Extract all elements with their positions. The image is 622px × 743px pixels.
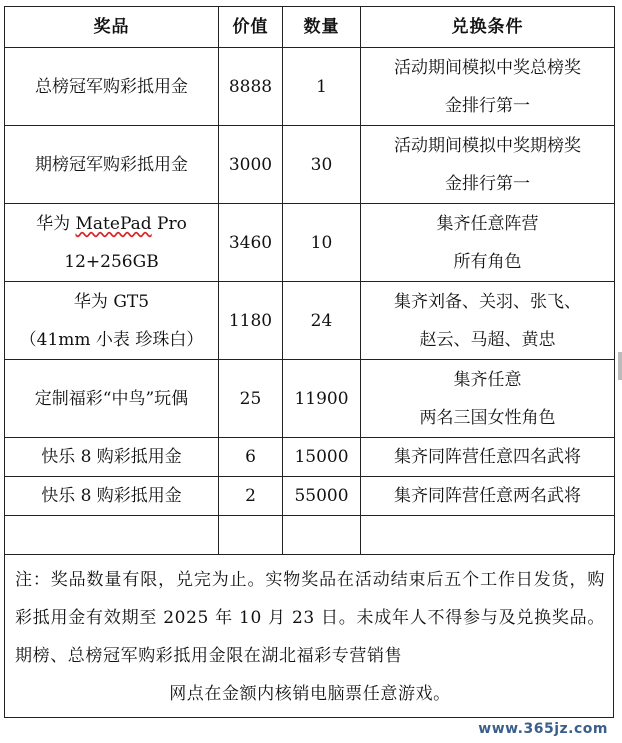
- quantity-cell: 24: [283, 282, 361, 360]
- value-cell: 3460: [219, 204, 283, 282]
- condition-cell: [361, 360, 615, 438]
- quantity-cell: 55000: [283, 477, 361, 516]
- empty-cell: [361, 516, 615, 555]
- value-cell: 2: [219, 477, 283, 516]
- prize-table: [4, 6, 615, 555]
- condition-line: 所有角色: [453, 251, 522, 272]
- prize-name-text: 华为 MatePad Pro: [36, 213, 187, 234]
- empty-cell: [283, 516, 361, 555]
- table-row: [5, 438, 615, 477]
- prize-cell: [5, 282, 219, 360]
- condition-cell: [361, 48, 615, 126]
- condition-line: 两名三国女性角色: [419, 407, 556, 428]
- empty-cell: [219, 516, 283, 555]
- prize-name: 定制福彩“中鸟”玩偶: [34, 388, 189, 409]
- value-cell: 3000: [219, 126, 283, 204]
- watermark-text: www.365jz.com: [478, 721, 608, 737]
- condition-line: 金排行第一: [445, 173, 530, 194]
- quantity-cell: 1: [283, 48, 361, 126]
- prize-name: 总榜冠军购彩抵用金: [35, 76, 188, 97]
- header-condition: 兑换条件: [361, 7, 615, 48]
- value-cell: 25: [219, 360, 283, 438]
- condition-cell: 集齐同阵营任意两名武将: [361, 477, 615, 516]
- prize-cell: [5, 360, 219, 438]
- prize-document: [4, 6, 616, 718]
- prize-name: 期榜冠军购彩抵用金: [35, 154, 188, 175]
- prize-cell: 快乐 8 购彩抵用金: [5, 477, 219, 516]
- prize-cell: [5, 48, 219, 126]
- condition-cell: [361, 204, 615, 282]
- prize-cell: 快乐 8 购彩抵用金: [5, 438, 219, 477]
- footnote-last-line: 网点在金额内核销电脑票任意游戏。: [169, 684, 451, 704]
- prize-name-line: 华为 GT5: [73, 291, 150, 312]
- value-cell: 6: [219, 438, 283, 477]
- prize-cell: [5, 126, 219, 204]
- prize-name-line: 12+256GB: [64, 251, 159, 272]
- value-cell: 8888: [219, 48, 283, 126]
- quantity-cell: 11900: [283, 360, 361, 438]
- table-row: [5, 48, 615, 126]
- condition-line: 集齐任意阵营: [436, 213, 539, 234]
- condition-line: 活动期间模拟中奖期榜奖: [394, 135, 581, 156]
- table-row: [5, 204, 615, 282]
- condition-cell: 集齐同阵营任意四名武将: [361, 438, 615, 477]
- empty-row: [5, 516, 615, 555]
- table-row: [5, 126, 615, 204]
- prize-name-line: [5, 205, 218, 243]
- quantity-cell: 10: [283, 204, 361, 282]
- quantity-cell: 30: [283, 126, 361, 204]
- condition-cell: [361, 126, 615, 204]
- spellcheck-underline: MatePad: [75, 213, 152, 234]
- header-value: 价值: [219, 7, 283, 48]
- table-row: [5, 360, 615, 438]
- condition-line: 金排行第一: [445, 95, 530, 116]
- table-row: [5, 282, 615, 360]
- header-prize: 奖品: [5, 7, 219, 48]
- footnote-text: 注：奖品数量有限，兑完为止。实物奖品在活动结束后五个工作日发货，购彩抵用金有效期至 2025 年 10 月 23 日。未成年人不得参与及兑换奖品。期榜、总榜冠军购彩抵用金限在湖北福彩专营销售: [15, 570, 605, 666]
- footnote: [4, 555, 614, 718]
- condition-line: 赵云、马超、黄忠: [419, 329, 556, 350]
- condition-line: 集齐刘备、关羽、张飞、: [394, 291, 581, 312]
- scroll-marker: [618, 352, 622, 380]
- prize-cell: [5, 204, 219, 282]
- condition-cell: [361, 282, 615, 360]
- value-cell: 1180: [219, 282, 283, 360]
- condition-line: 活动期间模拟中奖总榜奖: [394, 57, 581, 78]
- quantity-cell: 15000: [283, 438, 361, 477]
- table-header-row: [5, 7, 615, 48]
- header-quantity: 数量: [283, 7, 361, 48]
- empty-cell: [5, 516, 219, 555]
- condition-line: 集齐任意: [453, 369, 522, 390]
- prize-name-line: （41mm 小表 珍珠白）: [19, 329, 204, 350]
- table-row: [5, 477, 615, 516]
